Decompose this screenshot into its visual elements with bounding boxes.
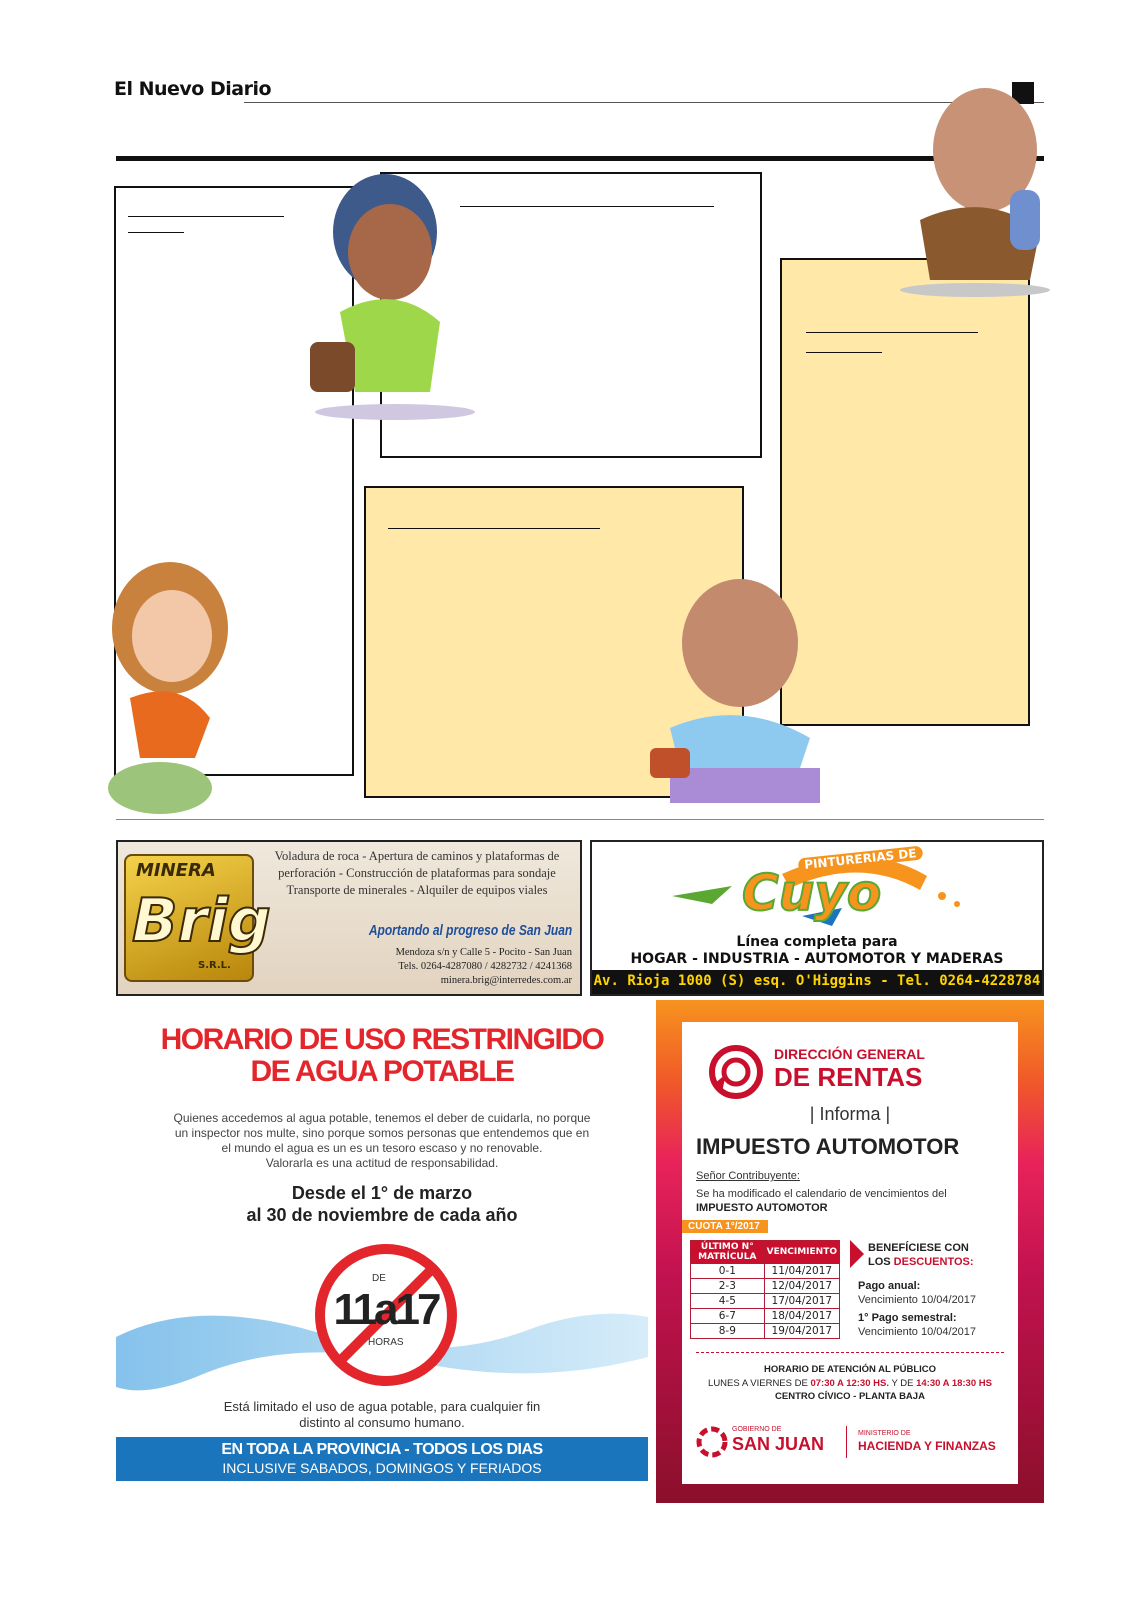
rentas-semester-date: Vencimiento 10/04/2017: [858, 1326, 977, 1338]
rentas-message-line-1: Se ha modificado el calendario de vencimientos del: [696, 1188, 947, 1200]
brig-slogan: Aportando al progreso de San Juan: [368, 922, 572, 939]
benefit-arrow-icon: [850, 1240, 864, 1268]
caricature-man-phone-center: [640, 568, 830, 818]
brig-service-line: Transporte de minerales - Alquiler de equipos viales: [286, 883, 548, 897]
rentas-annual-date: Vencimiento 10/04/2017: [858, 1294, 977, 1306]
agua-body: [116, 1111, 648, 1171]
rentas-salutation: Señor Contribuyente:: [696, 1170, 800, 1182]
rentas-divider: [696, 1352, 1004, 1353]
brig-service-line: perforación - Construcción de plataformas para sondaje: [278, 866, 556, 880]
ad-agua-potable[interactable]: [116, 1007, 648, 1503]
rentas-message-line-2: IMPUESTO AUTOMOTOR: [696, 1202, 828, 1214]
agua-banner-line-1: EN TODA LA PROVINCIA - TODOS LOS DIAS: [221, 1441, 543, 1458]
ad-pinturerias-cuyo[interactable]: [590, 840, 1044, 996]
agua-title-line-1: HORARIO DE USO RESTRINGIDO: [160, 1023, 604, 1056]
agua-body-line: Quienes accedemos al agua potable, tenemos el deber de cuidarla, no porque: [173, 1111, 591, 1125]
cuyo-tagline: Línea completa para: [736, 934, 898, 950]
table-row: [691, 1324, 840, 1339]
cuyo-brand: Cuyo: [742, 864, 882, 922]
agua-body-line: Valorarla es una actitud de responsabilidad.: [265, 1156, 499, 1170]
benefit-highlight: DESCUENTOS:: [893, 1256, 974, 1268]
table-row: [691, 1279, 840, 1294]
plate-digits-cell: 2-3: [691, 1279, 765, 1294]
cuyo-arc-text: PINTURERIAS DE: [798, 846, 923, 873]
sign-horas: HORAS: [368, 1337, 404, 1348]
brig-address: Mendoza s/n y Calle 5 - Pocito - San Juan: [395, 947, 572, 958]
brig-logo-main: Brig: [132, 886, 271, 956]
agua-body-line: el mundo el agua es un es un tesoro escaso y no renovable.: [221, 1141, 543, 1155]
brig-contact: [396, 946, 572, 988]
agua-limit-line-1: Está limitado el uso de agua potable, para cualquier fin: [223, 1399, 541, 1414]
hours-prefix: LUNES A VIERNES DE: [708, 1378, 811, 1389]
table-header-plate: ÚLTIMO N° MATRÍCULA: [691, 1241, 765, 1264]
due-date-cell: 17/04/2017: [764, 1294, 839, 1309]
rentas-quota-badge: CUOTA 1°/2017: [682, 1220, 768, 1233]
ministry-main: HACIENDA Y FINANZAS: [858, 1439, 996, 1453]
logo-separator: [846, 1426, 847, 1458]
benefit-prefix: LOS: [868, 1256, 894, 1268]
agua-banner-line-2: INCLUSIVE SABADOS, DOMINGOS Y FERIADOS: [222, 1460, 542, 1476]
rentas-card: [682, 1022, 1018, 1484]
ad-minera-brig[interactable]: [116, 840, 582, 996]
masthead: El Nuevo Diario: [114, 78, 272, 100]
agua-title-line-2: DE AGUA POTABLE: [250, 1055, 514, 1088]
plate-digits-cell: 4-5: [691, 1294, 765, 1309]
ministry-small: MINISTERIO DE: [858, 1430, 911, 1437]
gov-small: GOBIERNO DE: [732, 1426, 782, 1433]
brig-email: minera.brig@interredes.com.ar: [440, 975, 572, 986]
brig-logo-top: MINERA: [136, 860, 216, 881]
agua-period-line-1: Desde el 1° de marzo: [291, 1183, 473, 1203]
caricature-woman-phone-top: [300, 162, 480, 422]
rentas-org-line-2: DE RENTAS: [774, 1062, 923, 1092]
rentas-semester-label: 1° Pago semestral:: [858, 1312, 957, 1324]
table-row: [691, 1309, 840, 1324]
due-date-cell: 11/04/2017: [764, 1264, 839, 1279]
brig-services: [258, 848, 576, 899]
cuyo-product-lines: HOGAR - INDUSTRIA - AUTOMOTOR Y MADERAS: [630, 951, 1004, 967]
comic-bottom-rule: [116, 819, 1044, 820]
rentas-hours-title: HORARIO DE ATENCIÓN AL PÚBLICO: [763, 1364, 937, 1375]
hours-mid: Y DE: [888, 1378, 917, 1389]
table-row: [691, 1264, 840, 1279]
brig-logo: [124, 854, 271, 982]
rentas-annual-label: Pago anual:: [858, 1280, 921, 1292]
cuyo-address: Av. Rioja 1000 (S) esq. O'Higgins - Tel. 0264-4228784: [593, 973, 1041, 989]
gov-main: SAN JUAN: [732, 1434, 825, 1454]
agua-limit-line-2: distinto al consumo humano.: [299, 1415, 465, 1430]
san-juan-logo-icon: [696, 1426, 728, 1458]
caricature-man-phone-top-right: [880, 80, 1055, 300]
due-date-cell: 18/04/2017: [764, 1309, 839, 1324]
rentas-location: CENTRO CÍVICO - PLANTA BAJA: [775, 1391, 925, 1402]
table-row: [691, 1294, 840, 1309]
hours-afternoon: 14:30 A 18:30 HS: [916, 1378, 992, 1389]
table-header-due: VENCIMIENTO: [764, 1241, 839, 1264]
hours-morning: 07:30 A 12:30 HS.: [810, 1378, 889, 1389]
plate-digits-cell: 0-1: [691, 1264, 765, 1279]
rentas-benefit-line-1: BENEFÍCIESE CON: [868, 1242, 969, 1254]
rentas-hours-line: [682, 1378, 1018, 1389]
caricature-woman-phone-left: [100, 558, 250, 818]
rentas-title: IMPUESTO AUTOMOTOR: [696, 1134, 960, 1159]
brig-service-line: Voladura de roca - Apertura de caminos y plataformas de: [274, 849, 560, 863]
agua-body-line: un inspector nos multe, sino porque somos personas que entendemos que en: [174, 1126, 590, 1140]
rentas-informa: | Informa |: [809, 1104, 891, 1124]
ad-rentas-impuesto-automotor[interactable]: [656, 1000, 1044, 1503]
sign-hours: 11a17: [333, 1285, 439, 1334]
plate-digits-cell: 6-7: [691, 1309, 765, 1324]
rentas-logo-icon: [708, 1044, 764, 1100]
cuyo-address-bar: [592, 970, 1042, 994]
rentas-benefit-line-2: [868, 1256, 974, 1268]
due-date-cell: 12/04/2017: [764, 1279, 839, 1294]
plate-digits-cell: 8-9: [691, 1324, 765, 1339]
agua-period-line-2: al 30 de noviembre de cada año: [246, 1205, 518, 1225]
sign-de: DE: [372, 1273, 386, 1284]
rentas-org-line-1: DIRECCIÓN GENERAL: [774, 1046, 925, 1062]
brig-logo-sub: S.R.L.: [198, 960, 231, 971]
rentas-due-dates-table: [690, 1240, 840, 1339]
brig-phones: Tels. 0264-4287080 / 4282732 / 4241368: [398, 961, 572, 972]
agua-banner: [116, 1437, 648, 1481]
due-date-cell: 19/04/2017: [764, 1324, 839, 1339]
